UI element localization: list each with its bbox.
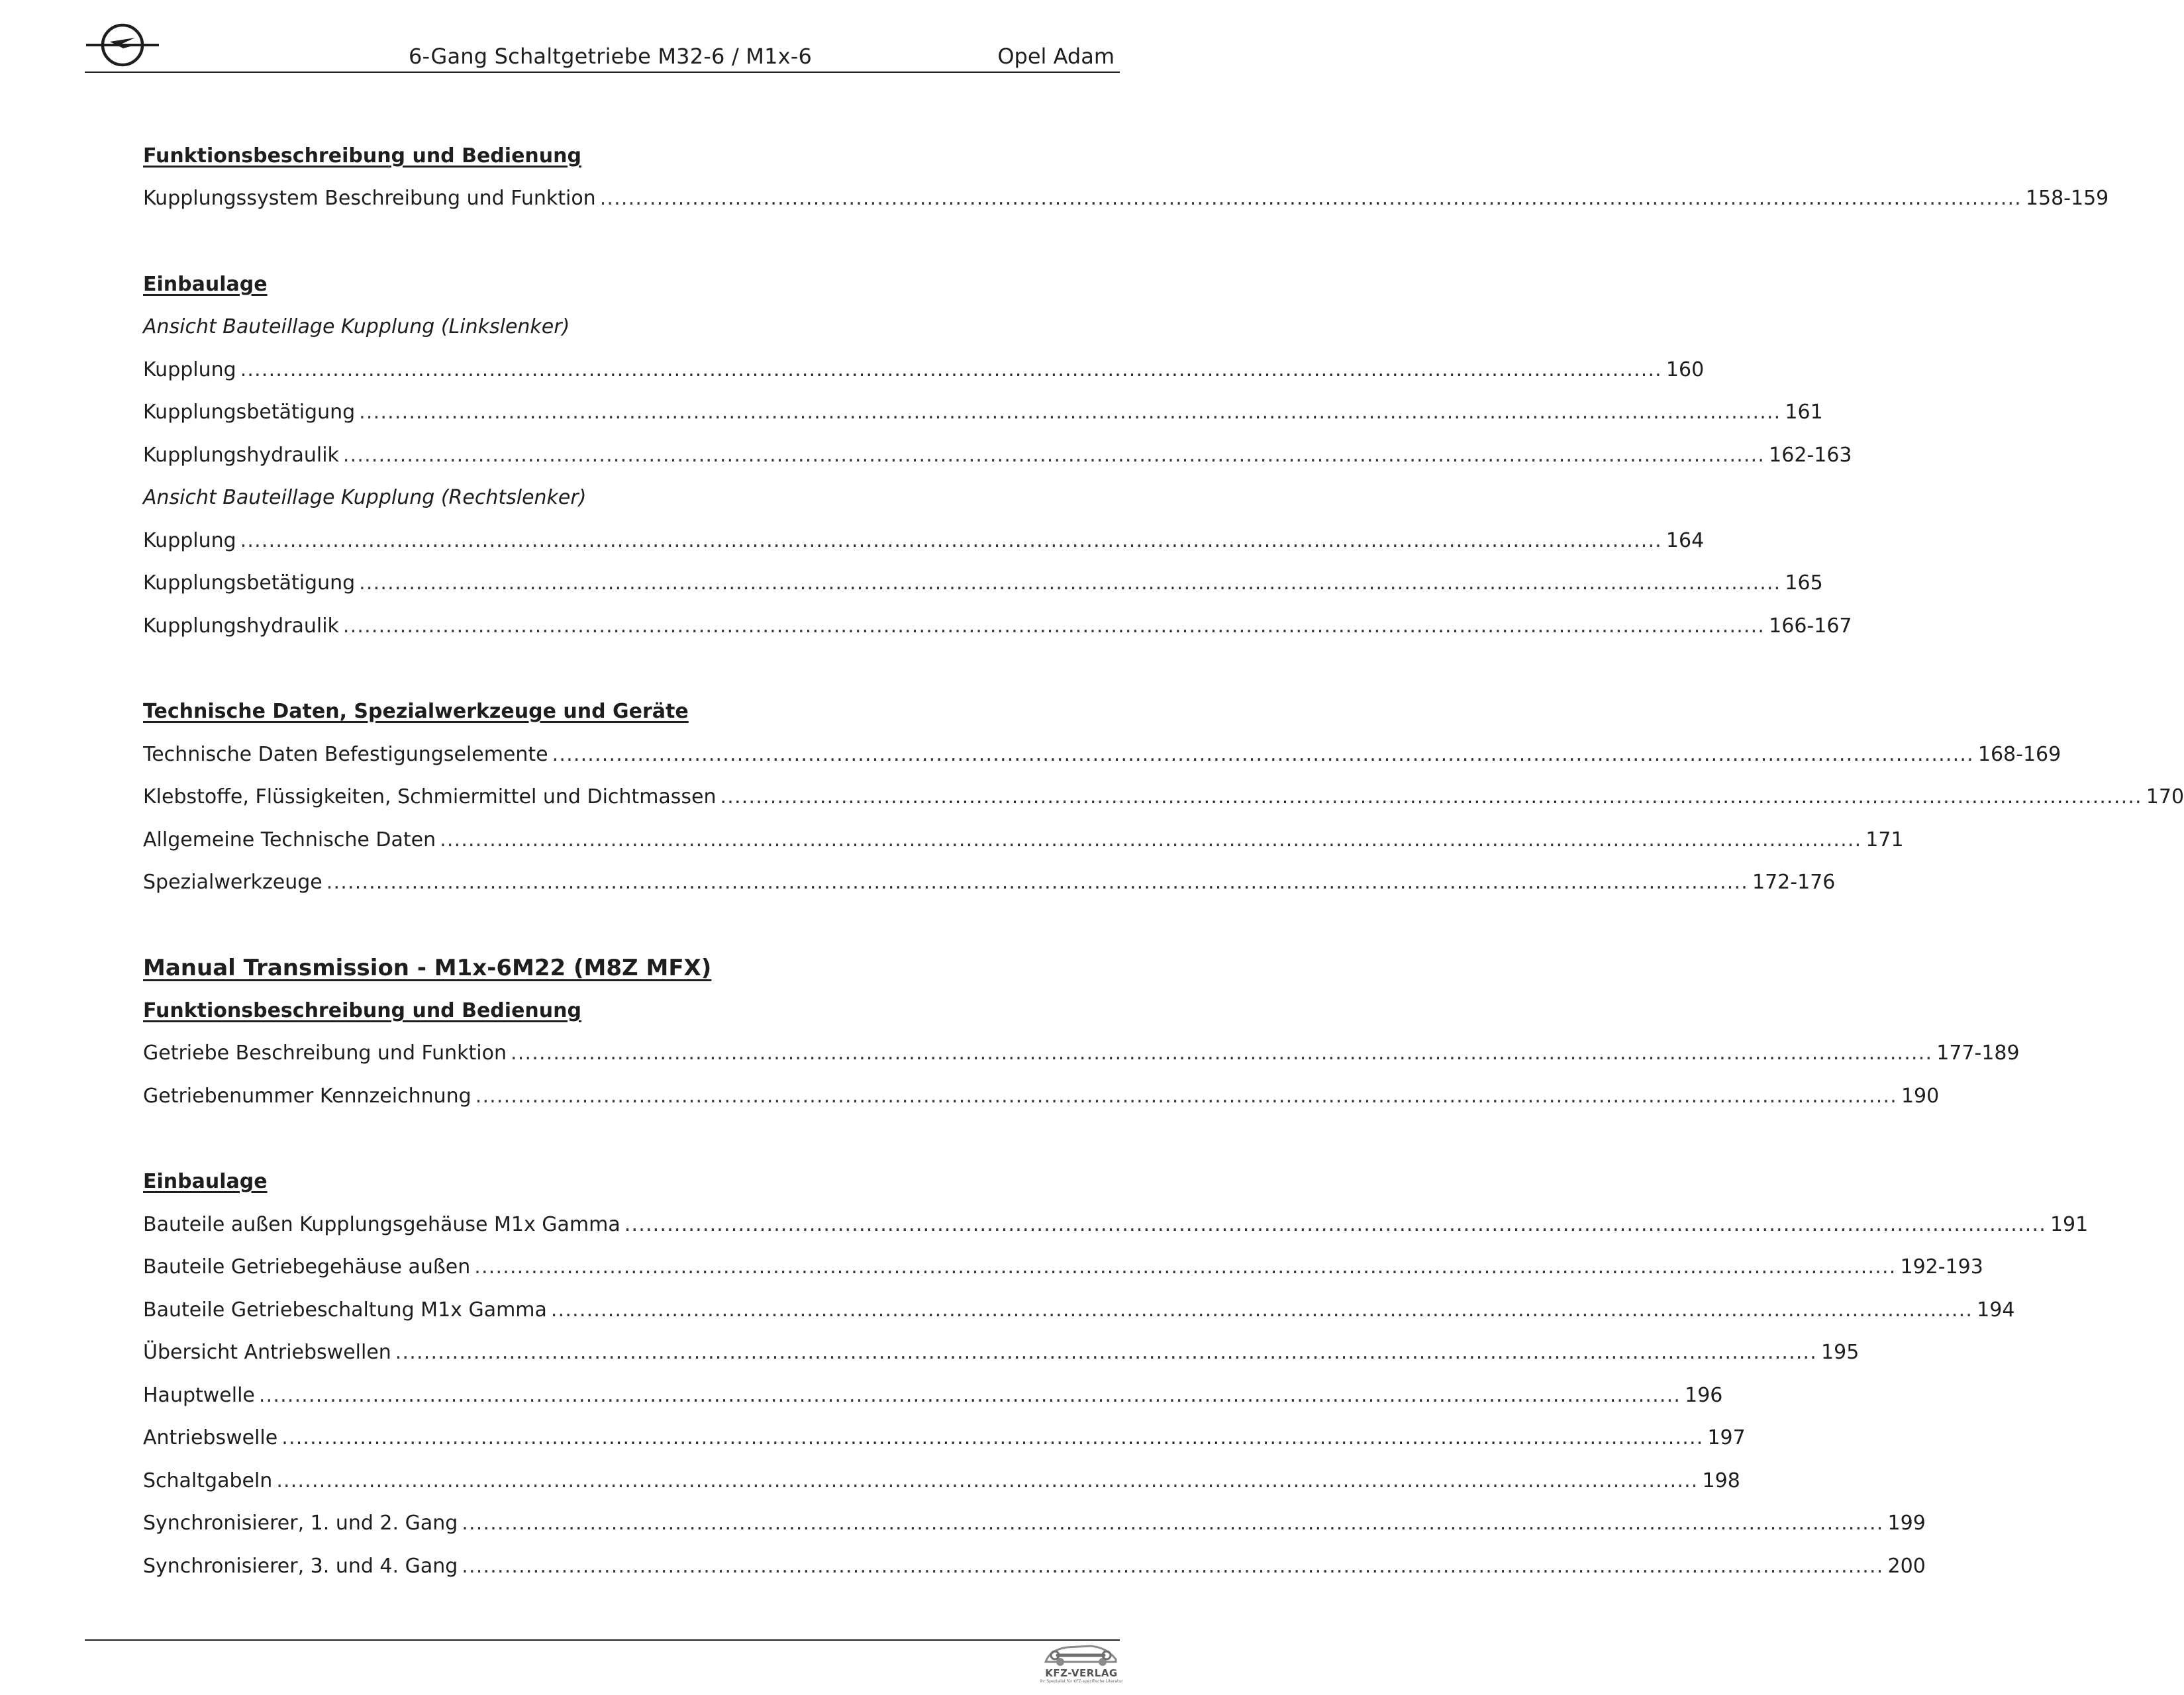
toc-entry-page: 166-167 <box>1769 614 1852 638</box>
toc-entry[interactable] <box>143 1425 1746 1451</box>
toc-leader-dots: ........................................................................................................................................................................................................ <box>258 1384 1681 1407</box>
toc-entry[interactable] <box>143 827 1904 853</box>
toc-entry-label: Getriebenummer Kennzeichnung <box>143 1085 472 1108</box>
toc-entry-page: 177-189 <box>1936 1041 2020 1065</box>
toc-entry[interactable] <box>143 1339 1860 1366</box>
toc-entry-label: Bauteile Getriebegehäuse außen <box>143 1255 471 1279</box>
toc-entry[interactable] <box>143 1468 1740 1494</box>
toc-entry[interactable] <box>143 399 1823 426</box>
toc-entry-label: Bauteile Getriebeschaltung M1x Gamma <box>143 1298 547 1322</box>
toc-entry-page: 164 <box>1665 529 1705 552</box>
subsection-heading: Ansicht Bauteillage Kupplung (Rechtslenker) <box>143 486 587 509</box>
toc-leader-dots: ........................................................................................................................................................................................................ <box>462 1555 1884 1578</box>
toc-leader-dots: ........................................................................................................................................................................................................ <box>440 828 1862 851</box>
toc-entry-page: 170 <box>2146 785 2184 808</box>
toc-leader-dots: ........................................................................................................................................................................................................ <box>326 871 1748 894</box>
toc-entry-page: 195 <box>1821 1341 1860 1364</box>
toc-entry-label: Spezialwerkzeuge <box>143 871 323 894</box>
toc-entry-page: 160 <box>1665 358 1705 381</box>
toc-entry-label: Antriebswelle <box>143 1426 278 1449</box>
toc-leader-dots: ........................................................................................................................................................................................................ <box>475 1085 1897 1108</box>
toc-leader-dots: ........................................................................................................................................................................................................ <box>240 529 1662 552</box>
toc-entry[interactable] <box>143 528 1705 554</box>
toc-entry-page: 158-159 <box>2025 187 2109 210</box>
toc-entry-label: Kupplungsbetätigung <box>143 571 356 595</box>
toc-entry-page: 168-169 <box>1977 743 2061 766</box>
toc-leader-dots: ........................................................................................................................................................................................................ <box>511 1041 1933 1065</box>
toc-entry[interactable] <box>143 1083 1940 1110</box>
toc-entry[interactable] <box>143 185 2109 212</box>
toc-entry-label: Synchronisierer, 1. und 2. Gang <box>143 1512 458 1535</box>
toc-entry-page: 165 <box>1785 571 1823 595</box>
toc-leader-dots: ........................................................................................................................................................................................................ <box>462 1512 1884 1535</box>
toc-entry-label: Bauteile außen Kupplungsgehäuse M1x Gamma <box>143 1213 620 1236</box>
toc-entry[interactable] <box>143 1040 2020 1067</box>
section-heading: Funktionsbeschreibung und Bedienung <box>143 999 581 1022</box>
toc-entry[interactable] <box>143 1254 1983 1281</box>
toc-entry-label: Technische Daten Befestigungselemente <box>143 743 548 766</box>
publisher-name: KFZ-VERLAG <box>1045 1667 1118 1679</box>
footer-rule <box>85 1639 1120 1641</box>
toc-entry[interactable] <box>143 442 1852 469</box>
toc-leader-dots: ........................................................................................................................................................................................................ <box>281 1426 1704 1449</box>
toc-leader-dots: ........................................................................................................................................................................................................ <box>342 444 1765 467</box>
toc-entry[interactable] <box>143 1382 1723 1409</box>
toc-entry-label: Kupplung <box>143 358 236 381</box>
toc-leader-dots: ........................................................................................................................................................................................................ <box>720 785 2142 808</box>
toc-leader-dots: ........................................................................................................................................................................................................ <box>395 1341 1818 1364</box>
toc-leader-dots: ........................................................................................................................................................................................................ <box>552 743 1974 766</box>
toc-entry-label: Schaltgabeln <box>143 1469 273 1492</box>
toc-entry-page: 190 <box>1901 1085 1940 1108</box>
toc-leader-dots: ........................................................................................................................................................................................................ <box>474 1255 1897 1279</box>
chapter-title: Manual Transmission - M1x-6M22 (M8Z MFX) <box>143 955 712 981</box>
toc-entry-label: Kupplungshydraulik <box>143 614 339 638</box>
toc-entry-label: Kupplungsbetätigung <box>143 401 356 424</box>
toc-entry-page: 200 <box>1887 1555 1926 1578</box>
toc-leader-dots: ........................................................................................................................................................................................................ <box>599 187 2022 210</box>
car-wrench-icon <box>1038 1641 1125 1667</box>
toc-entry-page: 191 <box>2050 1213 2089 1236</box>
vehicle-model: Opel Adam <box>997 44 1115 69</box>
toc-entry-page: 171 <box>1865 828 1904 851</box>
toc-entry[interactable] <box>143 1212 2089 1238</box>
toc-leader-dots: ........................................................................................................................................................................................................ <box>359 401 1781 424</box>
toc-entry-label: Synchronisierer, 3. und 4. Gang <box>143 1555 458 1578</box>
toc-entry-page: 172-176 <box>1752 871 1836 894</box>
toc-entry-label: Getriebe Beschreibung und Funktion <box>143 1041 507 1065</box>
toc-entry[interactable] <box>143 570 1823 597</box>
toc-entry-label: Kupplungshydraulik <box>143 444 339 467</box>
toc-entry-label: Übersicht Antriebswellen <box>143 1341 391 1364</box>
toc-entry-page: 192-193 <box>1900 1255 1983 1279</box>
section-heading: Technische Daten, Spezialwerkzeuge und Geräte <box>143 700 689 723</box>
toc-leader-dots: ........................................................................................................................................................................................................ <box>276 1469 1699 1492</box>
toc-entry[interactable] <box>143 1297 2015 1324</box>
toc-leader-dots: ........................................................................................................................................................................................................ <box>550 1298 1973 1322</box>
toc-entry[interactable] <box>143 357 1705 383</box>
toc-leader-dots: ........................................................................................................................................................................................................ <box>359 571 1781 595</box>
publisher-tagline: Ihr Spezialist für KFZ-spezifische Literatur <box>1040 1679 1123 1684</box>
page-header <box>85 20 1120 73</box>
toc-entry-page: 199 <box>1887 1512 1926 1535</box>
toc-entry-page: 162-163 <box>1769 444 1852 467</box>
toc-entry-label: Kupplung <box>143 529 236 552</box>
subsection-heading: Ansicht Bauteillage Kupplung (Linkslenker) <box>143 315 570 338</box>
publisher-logo <box>1038 1641 1125 1688</box>
toc-leader-dots: ........................................................................................................................................................................................................ <box>240 358 1662 381</box>
toc-entry-page: 194 <box>1977 1298 2015 1322</box>
document-title: 6-Gang Schaltgetriebe M32-6 / M1x-6 <box>409 44 813 69</box>
toc-entry-label: Kupplungssystem Beschreibung und Funktion <box>143 187 596 210</box>
toc-entry-page: 198 <box>1702 1469 1740 1492</box>
toc-leader-dots: ........................................................................................................................................................................................................ <box>624 1213 2046 1236</box>
section-heading: Einbaulage <box>143 273 268 296</box>
toc-entry-label: Hauptwelle <box>143 1384 255 1407</box>
toc-entry[interactable] <box>143 869 1836 896</box>
toc-entry-label: Allgemeine Technische Daten <box>143 828 436 851</box>
toc-entry-page: 161 <box>1785 401 1823 424</box>
section-heading: Funktionsbeschreibung und Bedienung <box>143 144 581 168</box>
toc-entry-label: Klebstoffe, Flüssigkeiten, Schmiermittel und Dichtmassen <box>143 785 717 808</box>
toc-leader-dots: ........................................................................................................................................................................................................ <box>342 614 1765 638</box>
toc-entry[interactable] <box>143 784 2184 810</box>
toc-entry[interactable] <box>143 1510 1926 1537</box>
opel-logo-icon <box>85 20 160 68</box>
toc-entry[interactable] <box>143 1553 1926 1580</box>
toc-entry-page: 196 <box>1685 1384 1723 1407</box>
toc-entry[interactable] <box>143 613 1852 640</box>
toc-entry[interactable] <box>143 742 2061 768</box>
section-heading: Einbaulage <box>143 1170 268 1193</box>
toc-entry-page: 197 <box>1707 1426 1746 1449</box>
